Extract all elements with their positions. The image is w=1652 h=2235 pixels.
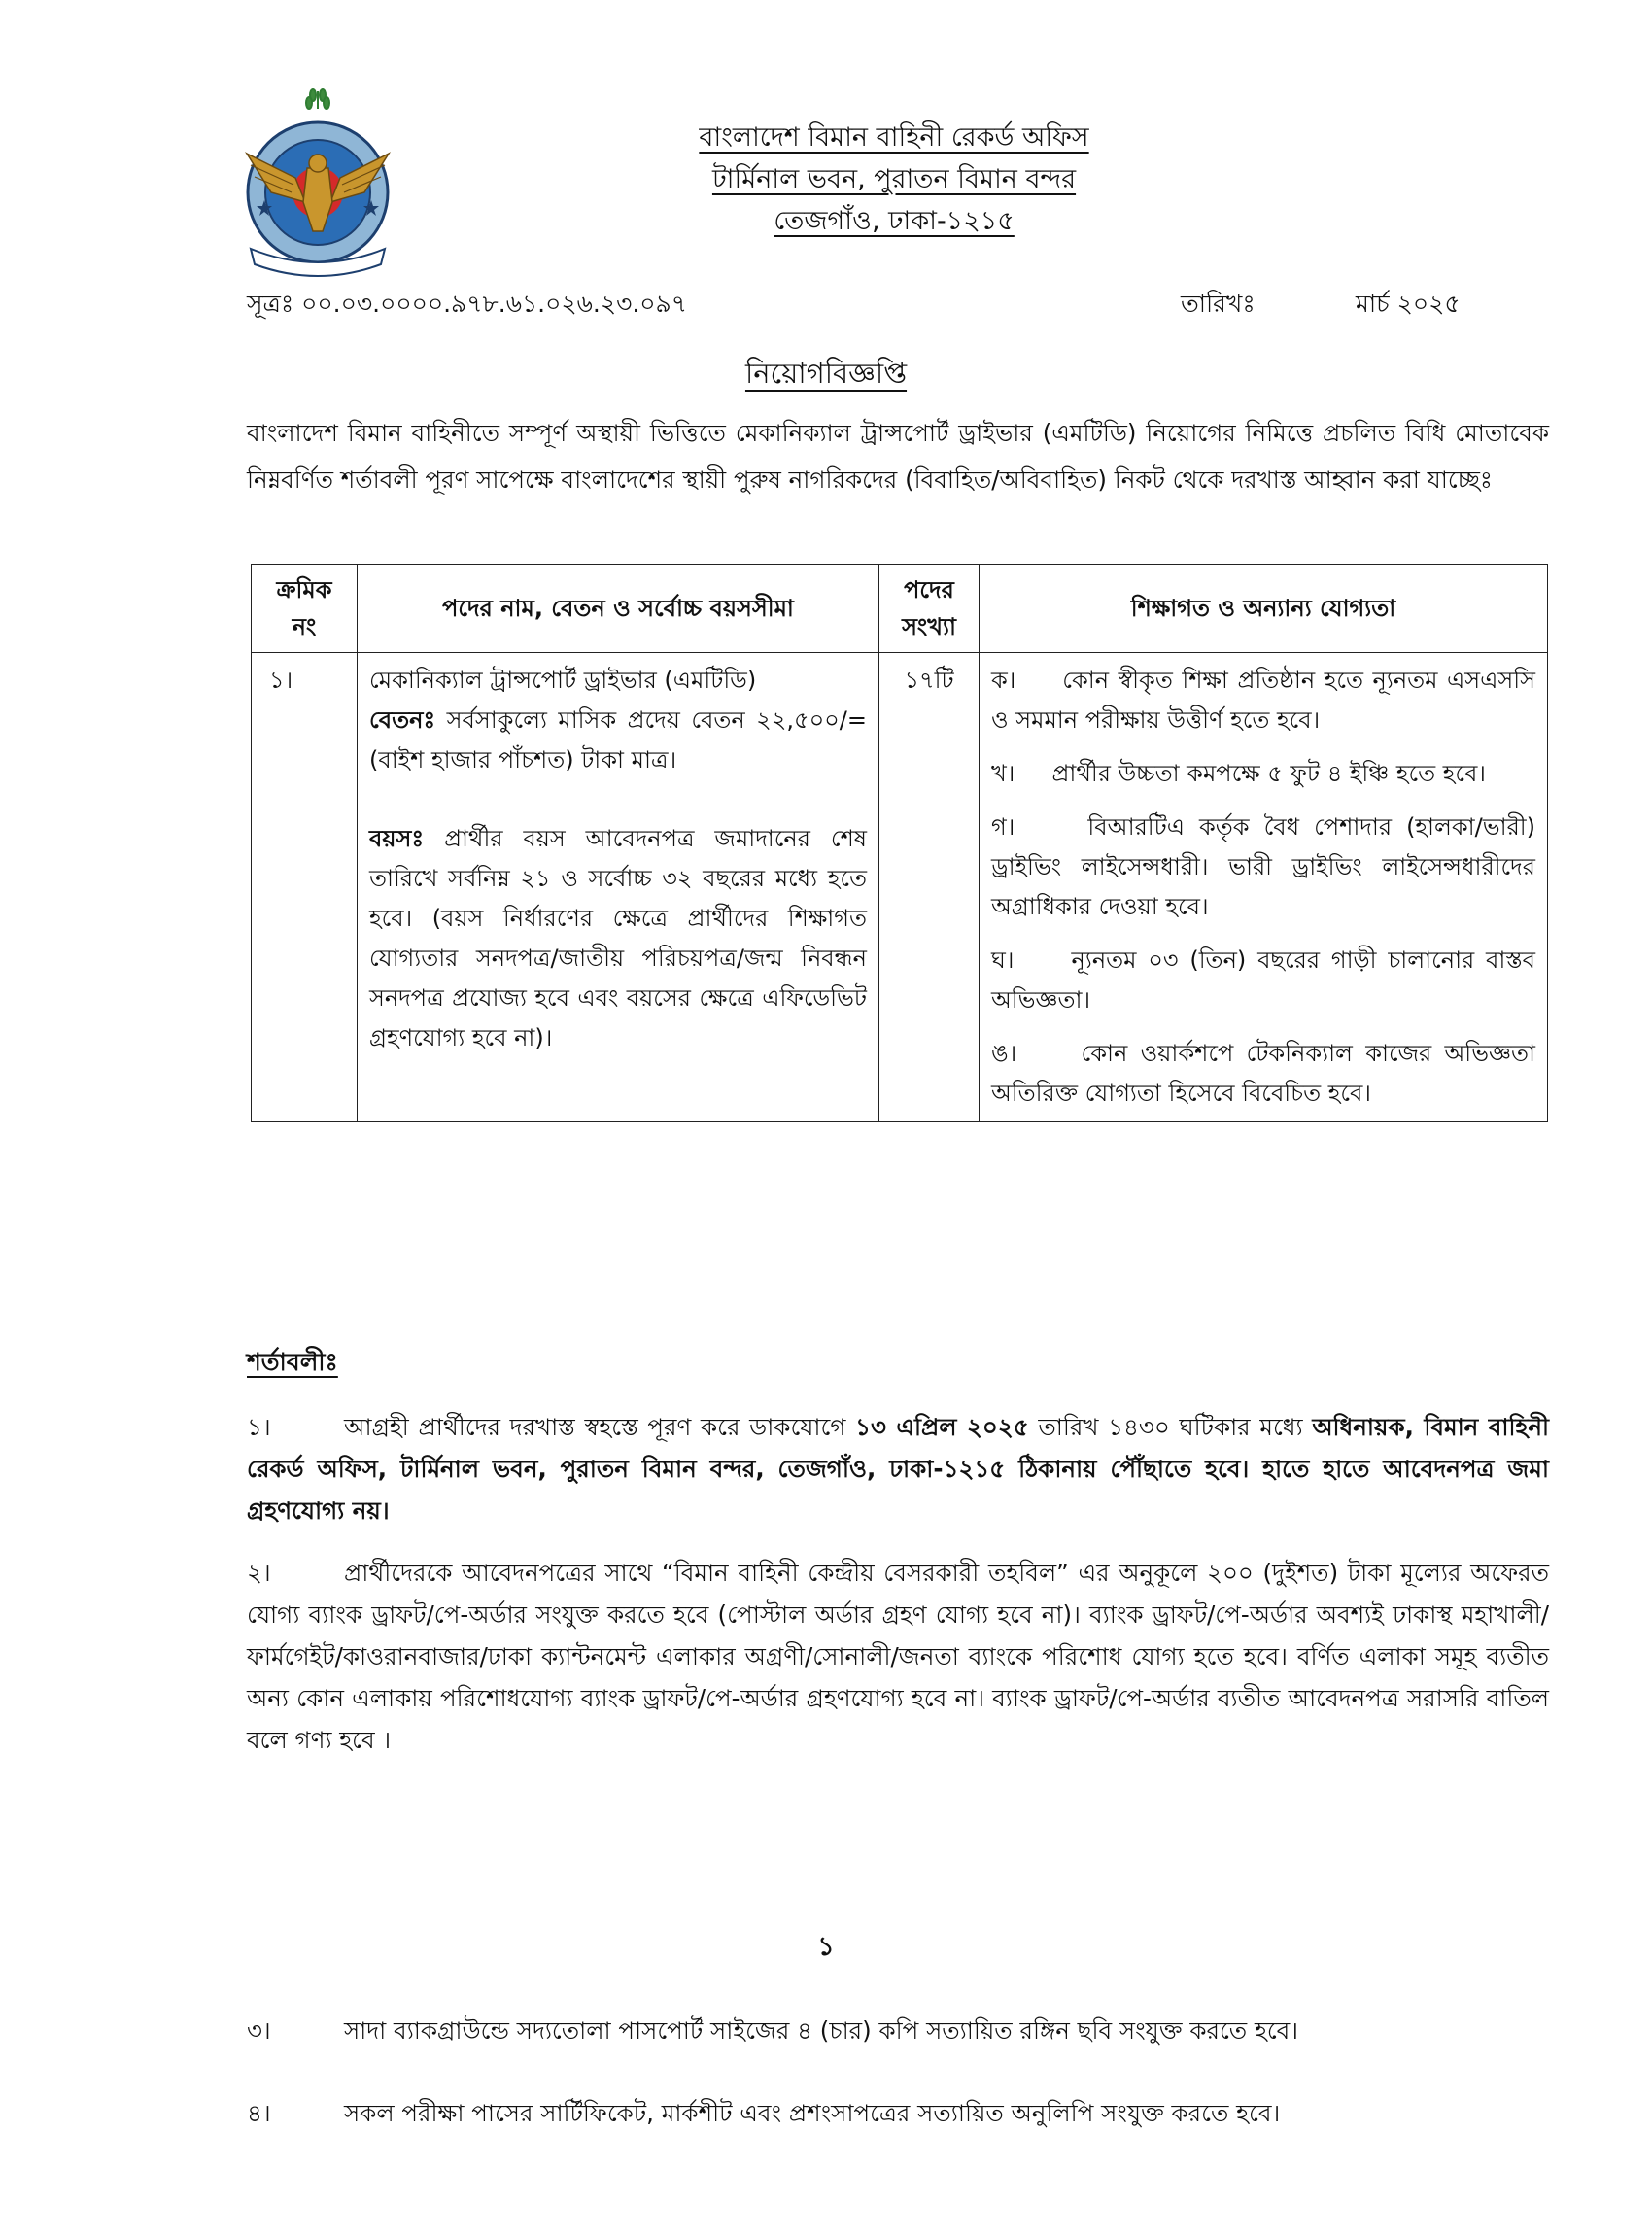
qualification-item: ক। কোন স্বীকৃত শিক্ষা প্রতিষ্ঠান হতে ন্যূনতম এসএসসি ও সমমান পরীক্ষায় উত্তীর্ণ হতে হবে। <box>991 667 1535 734</box>
vacancy-table <box>251 564 1548 1122</box>
notice-title: নিয়োগবিজ্ঞপ্তি <box>744 357 908 390</box>
reference-value: ০০.০৩.০০০০.৯৭৮.৬১.০২৬.২৩.০৯৭ <box>301 290 688 318</box>
qualification-item: খ। প্রার্থীর উচ্চতা কমপক্ষে ৫ ফুট ৪ ইঞ্চি হতে হবে। <box>991 760 1486 787</box>
post-name: মেকানিক্যাল ট্রান্সপোর্ট ড্রাইভার (এমটিডি) <box>369 667 757 694</box>
reference-label: সূত্রঃ <box>247 290 294 318</box>
page-number: ১ <box>817 1932 835 1962</box>
header-post: পদের নাম, বেতন ও সর্বোচ্চ বয়সসীমা <box>358 565 879 653</box>
condition-2: ২। প্রার্থীদেরকে আবেদনপত্রের সাথে “বিমান বাহিনী কেন্দ্রীয় বেসরকারী তহবিল” এর অনুকূলে ২০০ (দুইশত) টাকা মূল্যের অফেরত যোগ্য ব্যাংক ড্রাফট/পে-অর্ডার সংযুক্ত করতে হবে (পোস্টাল অর্ডার গ্রহণ যোগ্য হবে না)। ব্যাংক ড্রাফট/পে-অর্ডার অবশ্যই ঢাকাস্থ মহাখালী/ফার্মগেইট/কাওরানবাজার/ঢাকা ক্যান্টনমেন্ট এলাকার অগ্রণী/সোনালী/জনতা ব্যাংকে পরিশোধ যোগ্য হতে হবে। বর্ণিত এলাকা সমূহ ব্যতীত অন্য কোন এলাকায় পরিশোধযোগ্য ব্যাংক ড্রাফট/পে-অর্ডার গ্রহণযোগ্য হবে না। ব্যাংক ড্রাফট/পে-অর্ডার ব্যতীত আবেদনপত্র সরাসরি বাতিল বলে গণ্য হবে । <box>247 1559 1549 1754</box>
qualification-item: ঘ। ন্যূনতম ০৩ (তিন) বছরের গাড়ী চালানোর বাস্তব অভিজ্ঞতা। <box>991 946 1535 1014</box>
header-serial: ক্রমিক নং <box>252 565 358 653</box>
salary-info: বেতনঃ সর্বসাকুল্যে মাসিক প্রদেয় বেতন ২২,৫০০/=(বাইশ হাজার পাঁচশত) টাকা মাত্র। <box>369 706 867 774</box>
reference-number <box>247 285 687 327</box>
row-post-details <box>358 653 879 1122</box>
conditions-heading: শর্তাবলীঃ <box>247 1348 338 1376</box>
qualification-item: ঙ। কোন ওয়ার্কশপে টেকনিক্যাল কাজের অভিজ্ঞতা অতিরিক্ত যোগ্যতা হিসেবে বিবেচিত হবে। <box>991 1040 1535 1107</box>
table-row <box>252 653 1548 1122</box>
intro-paragraph: বাংলাদেশ বিমান বাহিনীতে সম্পূর্ণ অস্থায়ী ভিত্তিতে মেকানিক্যাল ট্রান্সপোর্ট ড্রাইভার (এমটিডি) নিয়োগের নিমিত্তে প্রচলিত বিধি মোতাবেক নিম্নবর্ণিত শর্তাবলী পূরণ সাপেক্ষে বাংলাদেশের স্থায়ী পুরুষ নাগরিকদের (বিবাহিত/অবিবাহিত) নিকট থেকে দরখাস্ত আহ্বান করা যাচ্ছেঃ <box>247 419 1549 494</box>
header-qualification: শিক্ষাগত ও অন্যান্য যোগ্যতা <box>980 565 1548 653</box>
row-qualifications <box>980 653 1548 1122</box>
age-info: বয়সঃ প্রার্থীর বয়স আবেদনপত্র জমাদানের শেষ তারিখে সর্বনিম্ন ২১ ও সর্বোচ্চ ৩২ বছরের মধ্যে হতে হবে। (বয়স নির্ধারণের ক্ষেত্রে প্রার্থীদের শিক্ষাগত যোগ্যতার সনদপত্র/জাতীয় পরিচয়পত্র/জন্ম নিবন্ধন সনদপত্র প্রযোজ্য হবে এবং বয়সের ক্ষেত্রে এফিডেভিট গ্রহণযোগ্য হবে না)। <box>369 825 867 1051</box>
condition-3: ৩। সাদা ব্যাকগ্রাউন্ডে সদ্যতোলা পাসপোর্ট সাইজের ৪ (চার) কপি সত্যায়িত রঙ্গিন ছবি সংযুক্ত করতে হবে। <box>247 2016 1299 2045</box>
address-line-1: টার্মিনাল ভবন, পুরাতন বিমান বন্দর <box>711 164 1077 194</box>
table-header-row <box>252 565 1548 653</box>
header-count: পদের সংখ্যা <box>879 565 980 653</box>
letterhead <box>544 117 1244 242</box>
air-force-emblem-icon <box>237 86 398 280</box>
address-line-2: তেজগাঁও, ঢাকা-১২১৫ <box>774 206 1015 236</box>
condition-1: ১। আগ্রহী প্রার্থীদের দরখাস্ত স্বহস্তে পূরণ করে ডাকযোগে ১৩ এপ্রিল ২০২৫ তারিখ ১৪৩০ ঘটিকার মধ্যে অধিনায়ক, বিমান বাহিনী রেকর্ড অফিস, টার্মিনাল ভবন, পুরাতন বিমান বন্দর, তেজগাঁও, ঢাকা-১২১৫ ঠিকানায় পৌঁছাতে হবে। হাতে হাতে আবেদনপত্র জমা গ্রহণযোগ্য নয়। <box>247 1413 1549 1525</box>
qualification-item: গ। বিআরটিএ কর্তৃক বৈধ পেশাদার (হালকা/ভারী) ড্রাইভিং লাইসেন্সধারী। ভারী ড্রাইভিং লাইসেন্সধারীদের অগ্রাধিকার দেওয়া হবে। <box>991 813 1535 920</box>
org-name: বাংলাদেশ বিমান বাহিনী রেকর্ড অফিস <box>699 122 1089 153</box>
date-value: মার্চ ২০২৫ <box>1356 290 1461 318</box>
row-post-count: ১৭টি <box>879 653 980 1122</box>
condition-4: ৪। সকল পরীক্ষা পাসের সার্টিফিকেট, মার্কশীট এবং প্রশংসাপত্রের সত্যায়িত অনুলিপি সংযুক্ত করতে হবে। <box>247 2099 1281 2127</box>
date-label: তারিখঃ <box>1181 290 1256 318</box>
row-serial: ১। <box>252 653 358 1122</box>
